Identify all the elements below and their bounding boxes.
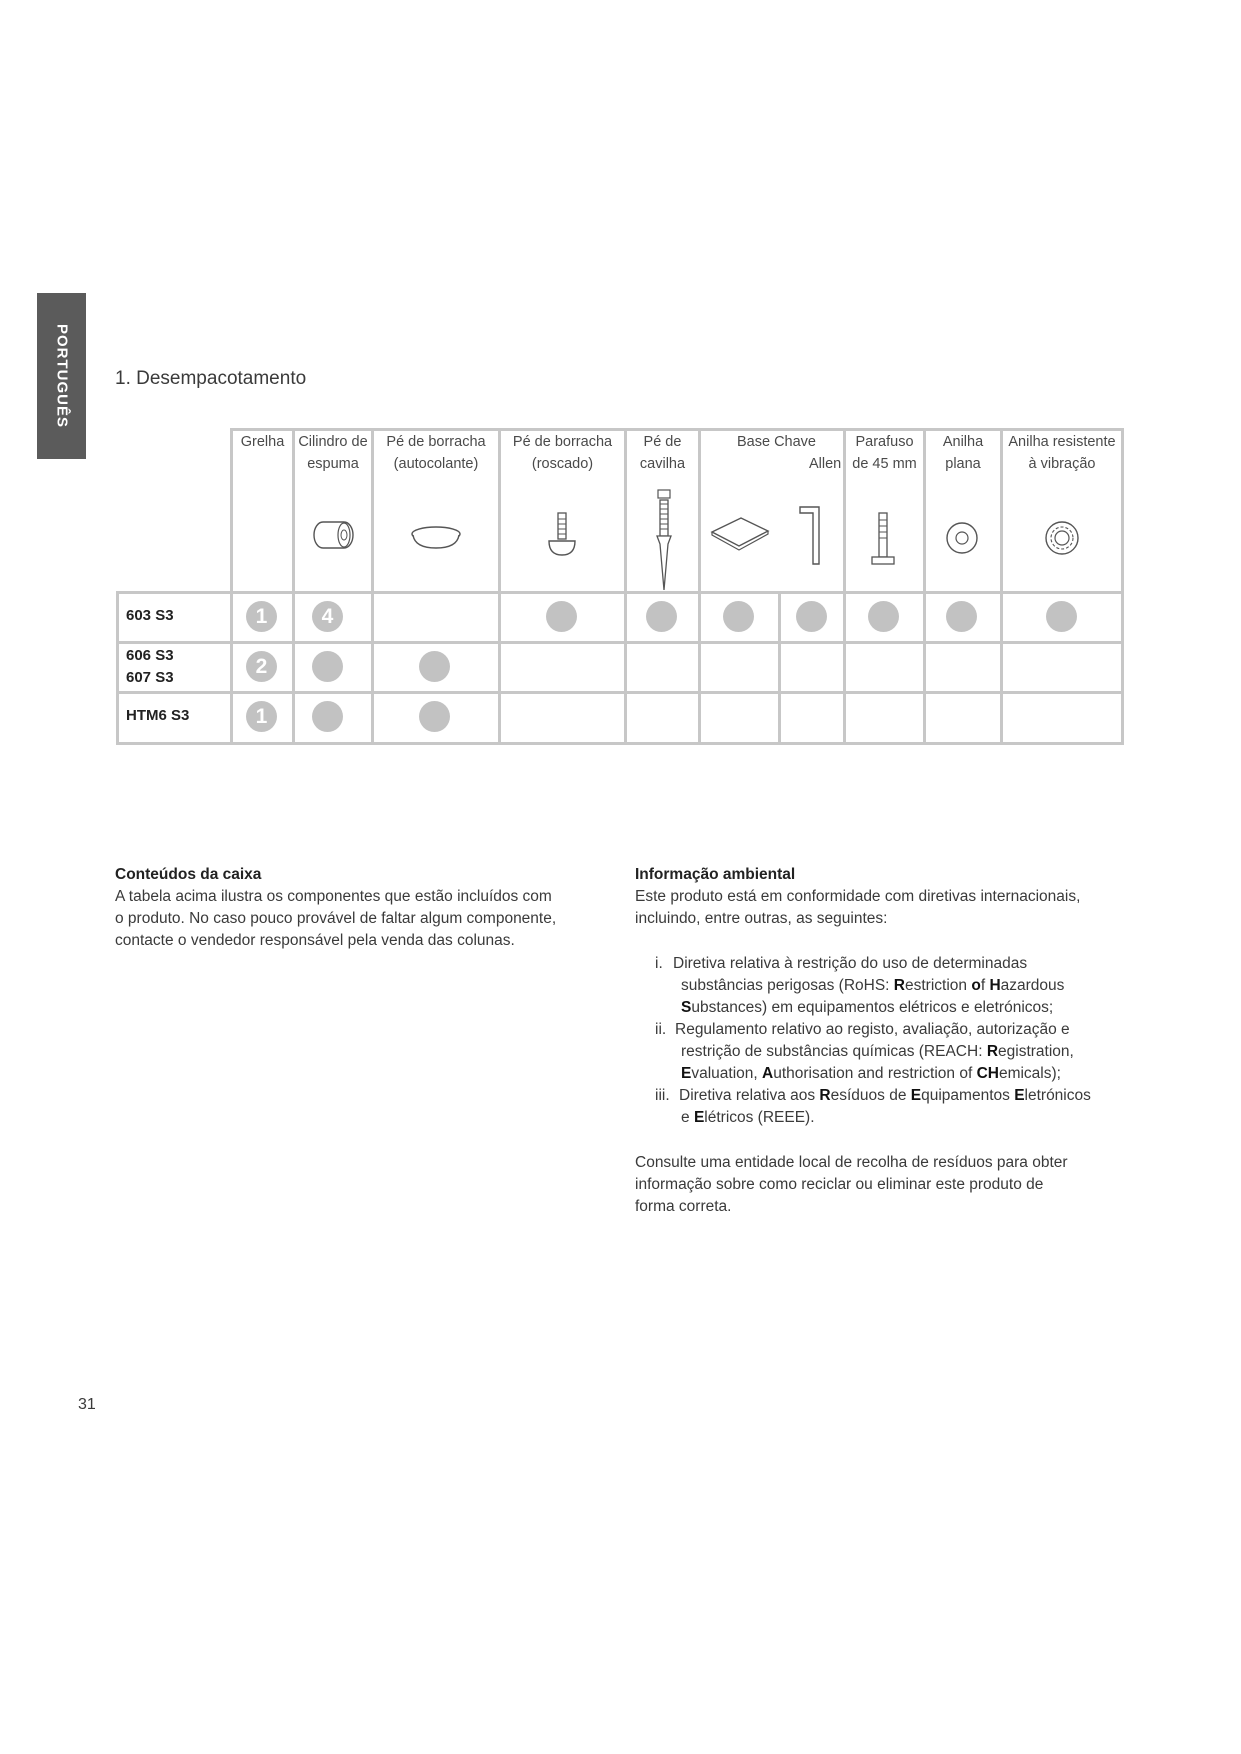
- language-tab: [37, 293, 86, 459]
- lock-washer-icon: [1043, 519, 1081, 557]
- directives-list: [635, 953, 1135, 1129]
- qty-grelha-603: 1: [246, 601, 277, 632]
- header-anilha-vibracao: Anilha resistente à vibração: [1008, 434, 1116, 472]
- box-contents-line: A tabela acima ilustra os componentes que estão incluídos com: [115, 888, 552, 905]
- box-contents-line: o produto. No caso pouco provável de faltar algum componente,: [115, 910, 557, 927]
- environmental-intro: Este produto está em conformidade com diretivas internacionais,: [635, 888, 1081, 905]
- directive-item-reach: ii. Regulamento relativo ao registo, avaliação, autorização e restrição de substâncias químicas (REACH: Registration, Evaluation, Authorisation and restriction of CHemicals);: [655, 1021, 1074, 1082]
- box-contents-line: contacte o vendedor responsável pela venda das colunas.: [115, 932, 515, 949]
- included-dot: [312, 701, 343, 732]
- header-pe-cavilha: Pé de cavilha: [639, 434, 686, 472]
- directive-item-reee: iii. Diretiva relativa aos Resíduos de Equipamentos Eletrónicos e Elétricos (REEE).: [655, 1087, 1091, 1126]
- header-parafuso: Parafuso de 45 mm: [852, 434, 917, 472]
- header-grelha: Grelha: [240, 434, 285, 450]
- included-dot: [419, 651, 450, 682]
- bolt-icon: [868, 510, 898, 568]
- qty-grelha-htm6: 1: [246, 701, 277, 732]
- header-pe-borracha-roscado: Pé de borracha (roscado): [512, 434, 613, 472]
- header-anilha-plana: Anilha plana: [942, 434, 984, 472]
- included-dot: [868, 601, 899, 632]
- included-dot: [546, 601, 577, 632]
- environmental-closing: Consulte uma entidade local de recolha de resíduos para obter: [635, 1154, 1068, 1171]
- included-dot: [723, 601, 754, 632]
- environmental-intro: incluindo, entre outras, as seguintes:: [635, 910, 888, 927]
- environmental-closing: forma correta.: [635, 1198, 732, 1215]
- box-contents-heading: Conteúdos da caixa: [115, 866, 262, 883]
- language-tab-label: PORTUGUÊS: [53, 323, 70, 429]
- allen-key-icon: [797, 504, 827, 568]
- model-htm6-s3: HTM6 S3: [126, 707, 190, 724]
- environmental-closing: informação sobre como reciclar ou eliminar este produto de: [635, 1176, 1044, 1193]
- components-table: [116, 428, 1124, 745]
- model-603-s3: 603 S3: [126, 607, 174, 624]
- header-cilindro: Cilindro de espuma: [298, 434, 368, 472]
- environmental-heading: Informação ambiental: [635, 866, 796, 883]
- model-606-607-s3: 606 S3 607 S3: [126, 647, 174, 686]
- included-dot: [312, 651, 343, 682]
- qty-grelha-606: 2: [246, 651, 277, 682]
- section-title: 1. Desempacotamento: [115, 368, 307, 389]
- environmental-section: [635, 864, 1135, 1218]
- included-dot: [419, 701, 450, 732]
- included-dot: [796, 601, 827, 632]
- spike-foot-icon: [653, 488, 675, 592]
- header-base-chave-allen: Base Chave Allen: [737, 434, 842, 472]
- rubber-foot-adhesive-icon: [409, 523, 463, 553]
- header-pe-borracha-autocolante: Pé de borracha (autocolante): [386, 434, 486, 472]
- directive-item-rohs: i. Diretiva relativa à restrição do uso de determinadas substâncias perigosas (RoHS: Restriction of Hazardous Substances) em equipamentos elétricos e eletrónicos;: [655, 955, 1065, 1016]
- flat-washer-icon: [944, 520, 980, 556]
- page-number: 31: [78, 1396, 96, 1413]
- rubber-foot-screw-icon: [545, 511, 579, 559]
- included-dot: [1046, 601, 1077, 632]
- box-contents-section: [115, 864, 605, 952]
- included-dot: [946, 601, 977, 632]
- foam-cylinder-icon: [311, 518, 355, 552]
- base-plate-icon: [708, 514, 772, 554]
- included-dot: [646, 601, 677, 632]
- qty-cilindro-603: 4: [312, 601, 343, 632]
